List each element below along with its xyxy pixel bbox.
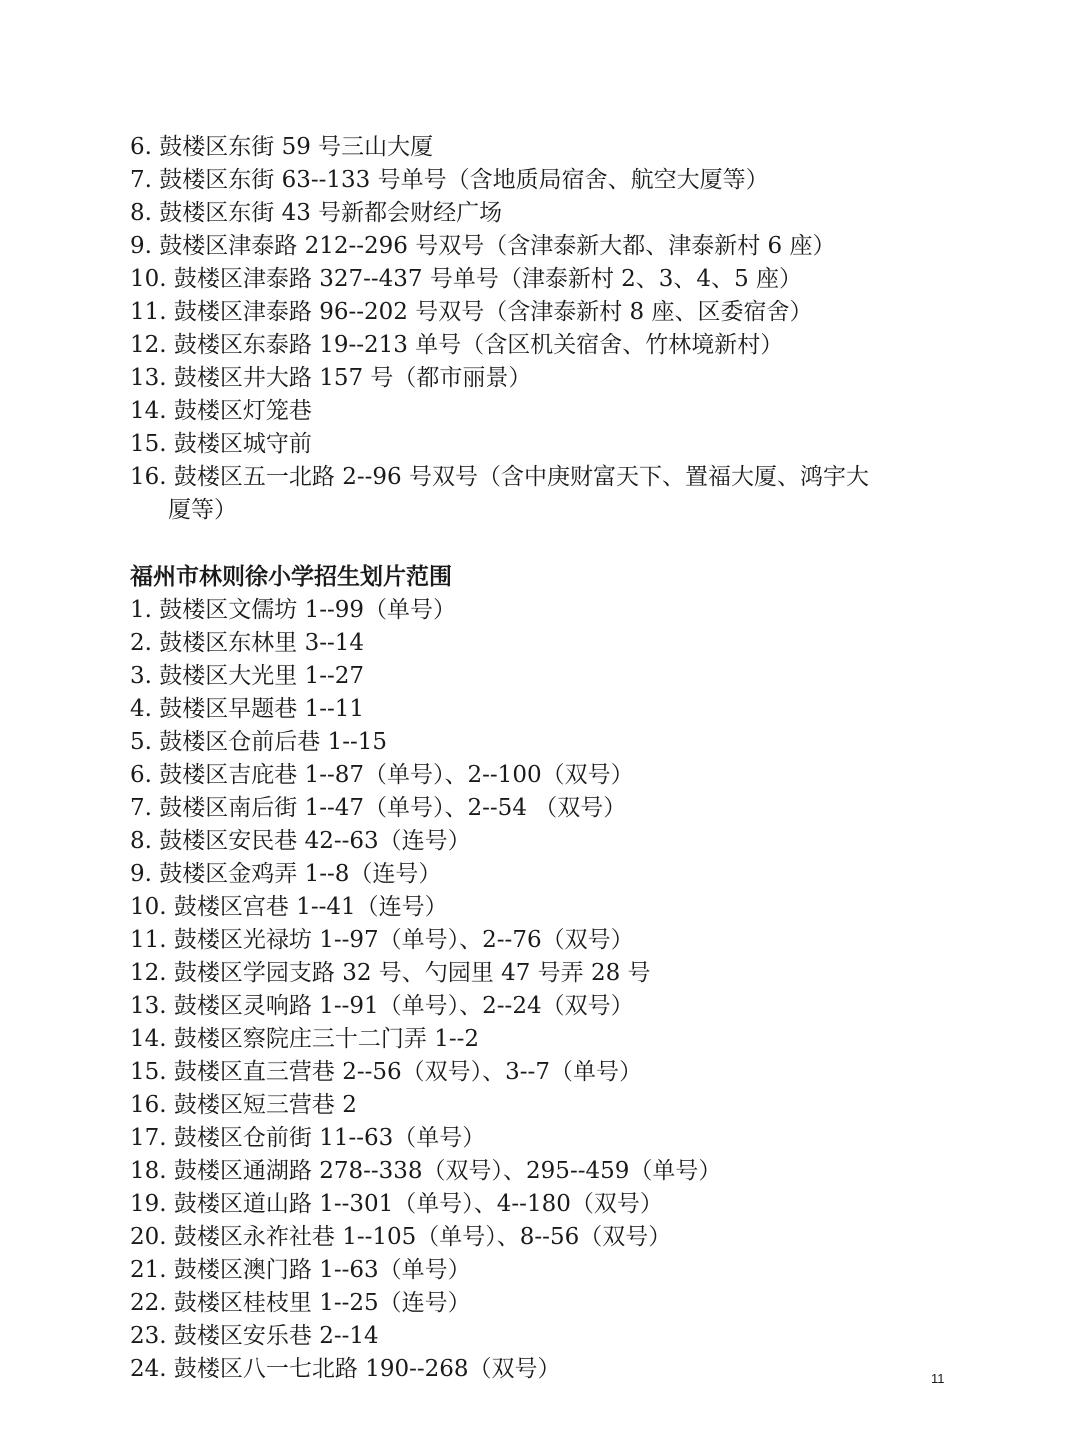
list-item: 6. 鼓楼区东街 59 号三山大厦 — [130, 134, 434, 160]
list-item: 13. 鼓楼区灵响路 1--91（单号）、2--24（双号） — [130, 993, 634, 1019]
list-item: 3. 鼓楼区大光里 1--27 — [130, 663, 365, 689]
list-item: 16. 鼓楼区短三营巷 2 — [130, 1092, 357, 1118]
list-item-continuation: 厦等） — [168, 497, 237, 523]
list-item: 23. 鼓楼区安乐巷 2--14 — [130, 1323, 379, 1349]
page-number: 11 — [931, 1371, 945, 1386]
list-item: 10. 鼓楼区津泰路 327--437 号单号（津泰新村 2、3、4、5 座） — [130, 266, 803, 292]
list-item: 12. 鼓楼区东泰路 19--213 单号（含区机关宿舍、竹林境新村） — [130, 332, 784, 358]
list-item: 9. 鼓楼区金鸡弄 1--8（连号） — [130, 861, 442, 887]
list-item: 12. 鼓楼区学园支路 32 号、勺园里 47 号弄 28 号 — [130, 960, 651, 986]
list-item: 11. 鼓楼区光禄坊 1--97（单号）、2--76（双号） — [130, 927, 634, 953]
list-item: 15. 鼓楼区直三营巷 2--56（双号）、3--7（单号） — [130, 1059, 642, 1085]
list-item: 15. 鼓楼区城守前 — [130, 431, 312, 457]
section-title: 福州市林则徐小学招生划片范围 — [130, 564, 452, 590]
list-item: 14. 鼓楼区灯笼巷 — [130, 398, 312, 424]
list-item-multiline — [130, 461, 980, 527]
list-item: 18. 鼓楼区通湖路 278--338（双号）、295--459（单号） — [130, 1158, 722, 1184]
list-item: 11. 鼓楼区津泰路 96--202 号双号（含津泰新村 8 座、区委宿舍） — [130, 299, 813, 325]
list-item: 13. 鼓楼区井大路 157 号（都市丽景） — [130, 365, 532, 391]
list-item: 19. 鼓楼区道山路 1--301（单号）、4--180（双号） — [130, 1191, 663, 1217]
address-list-continued — [130, 131, 980, 527]
list-item: 20. 鼓楼区永祚社巷 1--105（单号）、8--56（双号） — [130, 1224, 672, 1250]
list-item: 9. 鼓楼区津泰路 212--296 号双号（含津泰新大都、津泰新村 6 座） — [130, 233, 836, 259]
list-item: 8. 鼓楼区安民巷 42--63（连号） — [130, 828, 471, 854]
list-item: 7. 鼓楼区东街 63--133 号单号（含地质局宿舍、航空大厦等） — [130, 167, 769, 193]
list-item: 7. 鼓楼区南后街 1--47（单号）、2--54 （双号） — [130, 795, 627, 821]
list-item: 24. 鼓楼区八一七北路 190--268（双号） — [130, 1356, 561, 1382]
list-item: 8. 鼓楼区东街 43 号新都会财经广场 — [130, 200, 503, 226]
list-item: 6. 鼓楼区吉庇巷 1--87（单号）、2--100（双号） — [130, 762, 634, 788]
list-item: 14. 鼓楼区察院庄三十二门弄 1--2 — [130, 1026, 480, 1052]
list-item-line: 16. 鼓楼区五一北路 2--96 号双号（含中庚财富天下、置福大厦、鸿宇大 — [130, 464, 869, 490]
list-item: 5. 鼓楼区仓前后巷 1--15 — [130, 729, 388, 755]
list-item: 21. 鼓楼区澳门路 1--63（单号） — [130, 1257, 471, 1283]
enrollment-address-list — [130, 594, 980, 1386]
list-item: 4. 鼓楼区早题巷 1--11 — [130, 696, 365, 722]
list-item: 10. 鼓楼区宫巷 1--41（连号） — [130, 894, 448, 920]
list-item: 17. 鼓楼区仓前街 11--63（单号） — [130, 1125, 486, 1151]
list-item: 1. 鼓楼区文儒坊 1--99（单号） — [130, 597, 457, 623]
list-item: 2. 鼓楼区东林里 3--14 — [130, 630, 365, 656]
list-item: 22. 鼓楼区桂枝里 1--25（连号） — [130, 1290, 471, 1316]
